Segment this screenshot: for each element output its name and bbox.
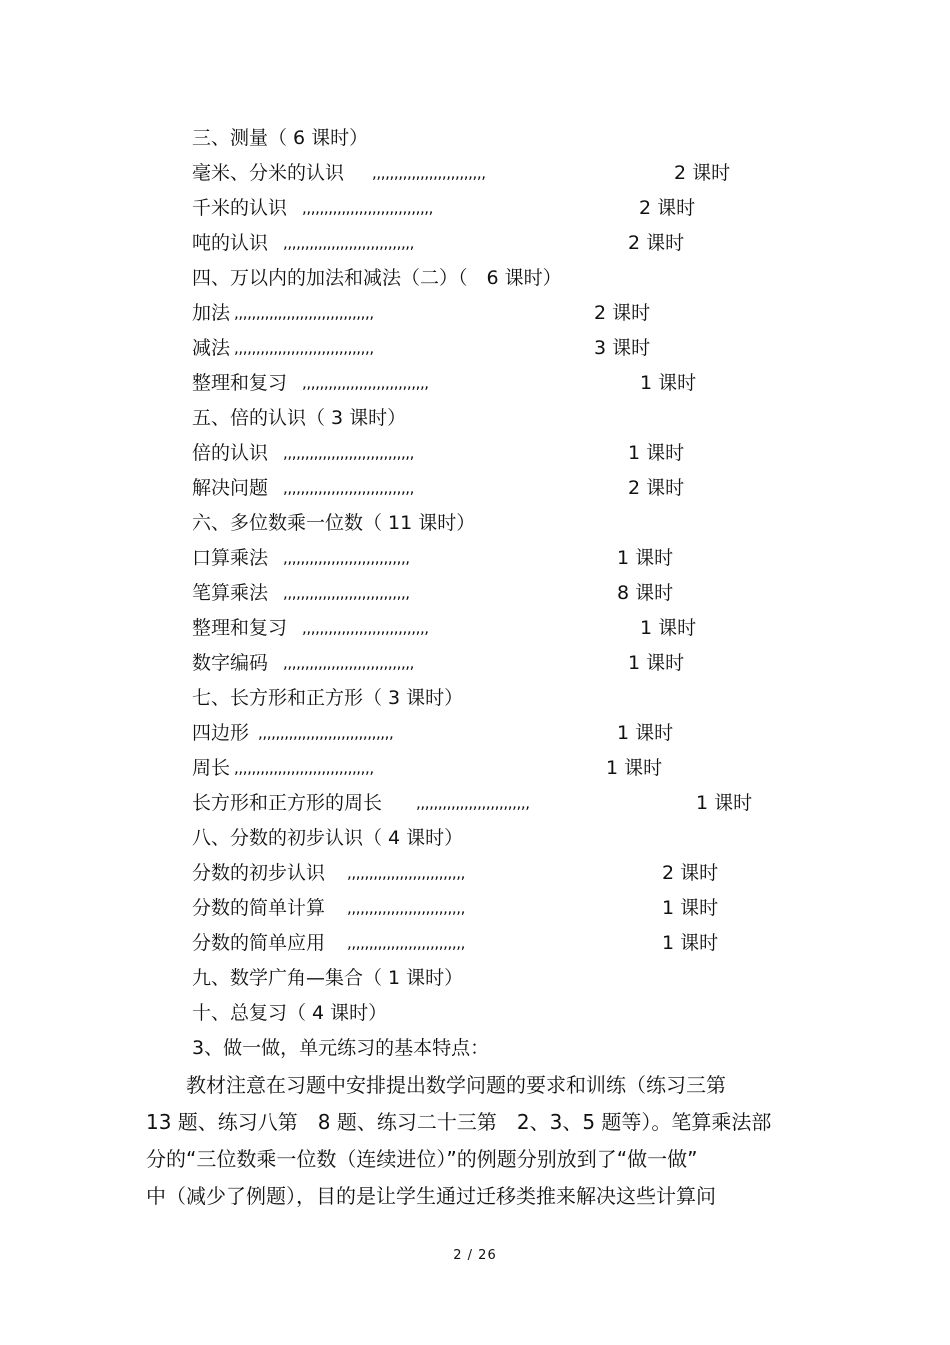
item-title: 减法 (192, 337, 231, 359)
item-hours: 1 课时 (628, 442, 685, 464)
paragraph-line: 中（减少了例题），目的是让学生通过迁移类推来解决这些计算问 (146, 1184, 716, 1208)
item-hours: 2 课时 (639, 197, 696, 219)
item-hours: 2 课时 (662, 862, 719, 884)
item-title: 千米的认识 (192, 197, 288, 219)
leader-dots: ,,,,,,,,,,,,,,,,,,,,,,,,,,,,,,,, (234, 304, 374, 322)
leader-dots: ,,,,,,,,,,,,,,,,,,,,,,,,,,, (347, 899, 465, 917)
leader-dots: ,,,,,,,,,,,,,,,,,,,,,,,,,,,,, (302, 619, 429, 637)
leader-dots: ,,,,,,,,,,,,,,,,,,,,,,,,,, (416, 794, 530, 812)
paragraph-line: 13 题、练习八第 8 题、练习二十三第 2、3、5 题等）。笔算乘法部 (146, 1110, 772, 1134)
leader-dots: ,,,,,,,,,,,,,,,,,,,,,,,,,,,,,,,, (234, 339, 374, 357)
item-hours: 1 课时 (617, 722, 674, 744)
outline-item (192, 158, 731, 188)
item-hours: 2 课时 (628, 232, 685, 254)
outline-item (192, 788, 753, 818)
outline-item (192, 578, 674, 608)
leader-dots: ,,,,,,,,,,,,,,,,,,,,,,,,,,,,,,, (258, 724, 394, 742)
item-hours: 8 课时 (617, 582, 674, 604)
page-number: 2 / 26 (453, 1248, 497, 1263)
leader-dots: ,,,,,,,,,,,,,,,,,,,,,,,,,,,,,,,, (234, 759, 374, 777)
outline-item (192, 858, 719, 888)
leader-dots: ,,,,,,,,,,,,,,,,,,,,,,,,,,,,,, (283, 479, 415, 497)
item-title: 分数的简单计算 (192, 897, 326, 919)
item-title: 倍的认识 (192, 442, 269, 464)
paragraph-line: 分的“三位数乘一位数（连续进位）”的例题分别放到了“做一做” (146, 1147, 698, 1171)
leader-dots: ,,,,,,,,,,,,,,,,,,,,,,,,,,,,,, (283, 234, 415, 252)
leader-dots: ,,,,,,,,,,,,,,,,,,,,,,,,,, (372, 164, 486, 182)
item-title: 周长 (192, 757, 231, 779)
leader-dots: ,,,,,,,,,,,,,,,,,,,,,,,,,,,,,, (302, 199, 434, 217)
item-title: 整理和复习 (192, 372, 288, 394)
leader-dots: ,,,,,,,,,,,,,,,,,,,,,,,,,,,,,, (283, 654, 415, 672)
item-title: 解决问题 (192, 477, 269, 499)
item-title: 长方形和正方形的周长 (192, 792, 383, 814)
item-title: 分数的初步认识 (192, 862, 326, 884)
section-heading-3: 三、测量（ 6 课时） (192, 127, 369, 149)
section-heading-4: 四、万以内的加法和减法（二）（ 6 课时） (192, 267, 562, 289)
section-heading-7: 七、长方形和正方形（ 3 课时） (192, 687, 464, 709)
outline-item (192, 368, 697, 398)
item-title: 笔算乘法 (192, 582, 269, 604)
leader-dots: ,,,,,,,,,,,,,,,,,,,,,,,,,,,,,, (283, 444, 415, 462)
leader-dots: ,,,,,,,,,,,,,,,,,,,,,,,,,,,,, (283, 584, 410, 602)
item-hours: 1 课时 (696, 792, 753, 814)
outline-item (192, 473, 685, 503)
subsection-heading: 3、做一做，单元练习的基本特点： (192, 1037, 490, 1059)
item-title: 口算乘法 (192, 547, 269, 569)
item-title: 数字编码 (192, 652, 269, 674)
paragraph-line: 教材注意在习题中安排提出数学问题的要求和训练（练习三第 (146, 1073, 726, 1097)
item-title: 吨的认识 (192, 232, 269, 254)
outline-item (192, 543, 674, 573)
item-hours: 1 课时 (662, 897, 719, 919)
section-heading-10: 十、总复习（ 4 课时） (192, 1002, 388, 1024)
section-heading-9: 九、数学广角—集合（ 1 课时） (192, 967, 464, 989)
outline-item (192, 438, 685, 468)
outline-item (192, 298, 651, 328)
leader-dots: ,,,,,,,,,,,,,,,,,,,,,,,,,,,,, (302, 374, 429, 392)
outline-item (192, 648, 685, 678)
item-title: 整理和复习 (192, 617, 288, 639)
outline-item (192, 753, 663, 783)
item-hours: 1 课时 (640, 617, 697, 639)
leader-dots: ,,,,,,,,,,,,,,,,,,,,,,,,,,,,, (283, 549, 410, 567)
item-title: 加法 (192, 302, 231, 324)
outline-item (192, 613, 697, 643)
item-hours: 1 课时 (640, 372, 697, 394)
section-heading-8: 八、分数的初步认识（ 4 课时） (192, 827, 464, 849)
item-hours: 1 课时 (606, 757, 663, 779)
item-hours: 1 课时 (662, 932, 719, 954)
leader-dots: ,,,,,,,,,,,,,,,,,,,,,,,,,,, (347, 864, 465, 882)
item-hours: 1 课时 (617, 547, 674, 569)
section-heading-6: 六、多位数乘一位数（ 11 课时） (192, 512, 476, 534)
item-hours: 2 课时 (628, 477, 685, 499)
outline-item (192, 928, 719, 958)
outline-item (192, 718, 674, 748)
outline-item (192, 228, 685, 258)
outline-item (192, 193, 696, 223)
section-heading-5: 五、倍的认识（ 3 课时） (192, 407, 407, 429)
item-title: 分数的简单应用 (192, 932, 326, 954)
item-hours: 2 课时 (674, 162, 731, 184)
item-hours: 3 课时 (594, 337, 651, 359)
outline-item (192, 333, 651, 363)
item-hours: 1 课时 (628, 652, 685, 674)
item-title: 四边形 (192, 722, 250, 744)
outline-item (192, 893, 719, 923)
item-hours: 2 课时 (594, 302, 651, 324)
leader-dots: ,,,,,,,,,,,,,,,,,,,,,,,,,,, (347, 934, 465, 952)
item-title: 毫米、分米的认识 (192, 162, 345, 184)
